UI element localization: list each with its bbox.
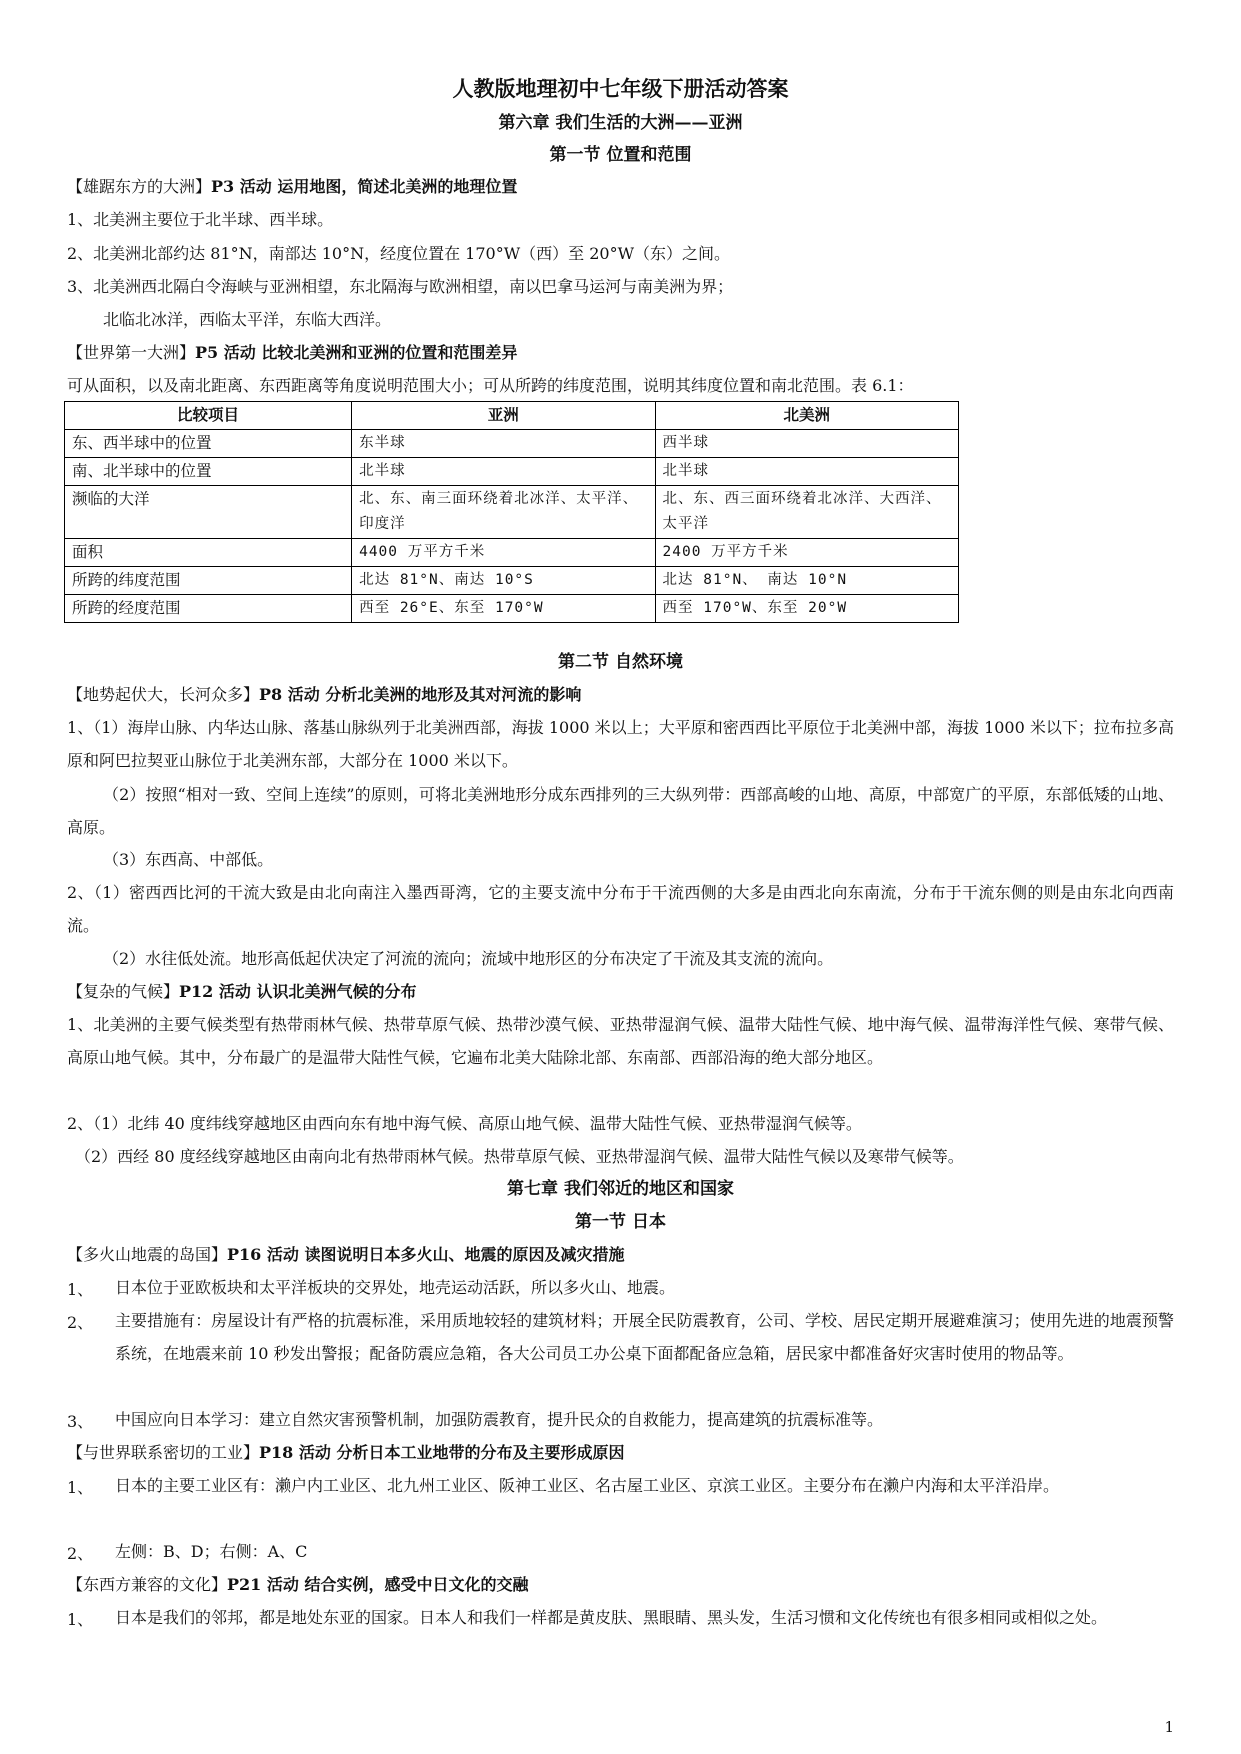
activity-bracket: 【地势起伏大，长河众多】 (67, 685, 260, 704)
table-row (65, 458, 959, 486)
item-number: 1、 (67, 1478, 94, 1497)
table-cell: 2400 万平方千米 (655, 539, 958, 567)
chapter-6-title: 第六章 我们生活的大洲——亚洲 (498, 113, 743, 133)
activity-title: P3 活动 运用地图，简述北美洲的地理位置 (211, 177, 518, 196)
column-header: 亚洲 (352, 402, 655, 430)
document-title: 人教版地理初中七年级下册活动答案 (452, 76, 789, 101)
activity-heading (67, 176, 517, 198)
activity-heading (67, 342, 517, 364)
activity-title: P5 活动 比较北美洲和亚洲的位置和范围差异 (195, 343, 518, 362)
answer-paragraph: 1、北美洲的主要气候类型有热带雨林气候、热带草原气候、热带沙漠气候、亚热带湿润气候、温带大陆性气候、地中海气候、温带海洋性气候、寒带气候、高原山地气候。其中，分布最广的是温带大陆性气候，它遍布北美大陆除北部、东南部、西部沿海的绝大部分地区。 (67, 1015, 1174, 1067)
activity-title: P12 活动 认识北美洲气候的分布 (179, 982, 417, 1001)
answer-item: 北临北冰洋，西临太平洋，东临大西洋。 (103, 310, 392, 329)
table-cell: 濒临的大洋 (65, 486, 352, 539)
activity-bracket: 【复杂的气候】 (67, 982, 180, 1001)
activity-heading (67, 1574, 528, 1596)
activity-title: P8 活动 分析北美洲的地形及其对河流的影响 (259, 685, 582, 704)
table-cell: 北达 81°N、南达 10°S (352, 567, 655, 595)
activity-heading (67, 1244, 624, 1266)
table-header-row (65, 402, 959, 430)
activity-title: P16 活动 读图说明日本多火山、地震的原因及减灾措施 (227, 1245, 625, 1264)
answer-paragraph: 日本的主要工业区有：濑户内工业区、北九州工业区、阪神工业区、名古屋工业区、京滨工业区。主要分布在濑户内海和太平洋沿岸。 (115, 1476, 1060, 1495)
section-6-2-title: 第二节 自然环境 (558, 652, 683, 672)
activity-bracket: 【与世界联系密切的工业】 (67, 1443, 260, 1462)
answer-paragraph: 左侧：B、D；右侧：A、C (115, 1542, 308, 1561)
answer-paragraph: 2、（1）密西西比河的干流大致是由北向南注入墨西哥湾，它的主要支流中分布于干流西侧的大多是由西北向东南流，分布于干流东侧的则是由东北向西南流。 (67, 883, 1174, 935)
answer-paragraph: （2）按照“相对一致、空间上连续”的原则，可将北美洲地形分成东西排列的三大纵列带：西部高峻的山地、高原，中部宽广的平原，东部低矮的山地、高原。 (67, 785, 1174, 837)
column-header: 北美洲 (655, 402, 958, 430)
activity-heading (67, 1442, 624, 1464)
answer-paragraph: （2）西经 80 度经线穿越地区由南向北有热带雨林气候。热带草原气候、亚热带湿润气候、温带大陆性气候以及寒带气候等。 (75, 1147, 964, 1166)
answer-paragraph: 日本位于亚欧板块和太平洋板块的交界处，地壳运动活跃，所以多火山、地震。 (115, 1278, 676, 1297)
table-intro: 可从面积，以及南北距离、东西距离等角度说明范围大小；可从所跨的纬度范围，说明其纬度位置和南北范围。表 6.1： (67, 376, 914, 395)
chapter-7-title: 第七章 我们邻近的地区和国家 (507, 1179, 734, 1199)
table-cell: 北、东、南三面环绕着北冰洋、太平洋、印度洋 (352, 486, 655, 539)
table-cell: 南、北半球中的位置 (65, 458, 352, 486)
table-cell: 东半球 (352, 430, 655, 458)
table-cell: 东、西半球中的位置 (65, 430, 352, 458)
activity-heading (67, 981, 416, 1003)
answer-paragraph: 主要措施有：房屋设计有严格的抗震标准，采用质地较轻的建筑材料；开展全民防震教育，公司、学校、居民定期开展避难演习；使用先进的地震预警系统，在地震来前 10 秒发出警报；配备防震应急箱，各大公司员工办公桌下面都配备应急箱，居民家中都准备好灾害时使用的物品等。 (115, 1311, 1174, 1363)
activity-bracket: 【雄踞东方的大洲】 (67, 177, 212, 196)
page-number: 1 (1164, 1718, 1174, 1736)
activity-bracket: 【世界第一大洲】 (67, 343, 196, 362)
table-cell: 北半球 (655, 458, 958, 486)
activity-title: P21 活动 结合实例，感受中日文化的交融 (227, 1575, 529, 1594)
section-6-1-title: 第一节 位置和范围 (549, 145, 692, 165)
table-cell: 西半球 (655, 430, 958, 458)
table-row (65, 567, 959, 595)
table-row (65, 595, 959, 623)
activity-title: P18 活动 分析日本工业地带的分布及主要形成原因 (259, 1443, 625, 1462)
table-cell: 西至 26°E、东至 170°W (352, 595, 655, 623)
answer-paragraph: 中国应向日本学习：建立自然灾害预警机制，加强防震教育，提升民众的自救能力，提高建筑的抗震标准等。 (115, 1410, 884, 1429)
table-cell: 4400 万平方千米 (352, 539, 655, 567)
item-number: 3、 (67, 1412, 94, 1431)
answer-item: 2、北美洲北部约达 81°N，南部达 10°N，经度位置在 170°W（西）至 20°W（东）之间。 (67, 244, 731, 263)
table-cell: 所跨的纬度范围 (65, 567, 352, 595)
comparison-table (64, 401, 959, 623)
item-number: 2、 (67, 1544, 94, 1563)
table-row (65, 486, 959, 539)
table-cell: 北达 81°N、 南达 10°N (655, 567, 958, 595)
answer-paragraph: （3）东西高、中部低。 (103, 850, 274, 869)
table-cell: 所跨的经度范围 (65, 595, 352, 623)
item-number: 1、 (67, 1610, 94, 1629)
answer-paragraph: 2、（1）北纬 40 度纬线穿越地区由西向东有地中海气候、高原山地气候、温带大陆性气候、亚热带湿润气候等。 (67, 1114, 862, 1133)
table-row (65, 430, 959, 458)
section-7-1-title: 第一节 日本 (575, 1212, 666, 1232)
answer-item: 1、北美洲主要位于北半球、西半球。 (67, 210, 334, 229)
table-row (65, 539, 959, 567)
activity-bracket: 【多火山地震的岛国】 (67, 1245, 228, 1264)
answer-item: 3、北美洲西北隔白令海峡与亚洲相望，东北隔海与欧洲相望，南以巴拿马运河与南美洲为界； (67, 277, 734, 296)
activity-bracket: 【东西方兼容的文化】 (67, 1575, 228, 1594)
answer-paragraph: 1、（1）海岸山脉、内华达山脉、落基山脉纵列于北美洲西部，海拔 1000 米以上；大平原和密西西比平原位于北美洲中部，海拔 1000 米以下；拉布拉多高原和阿巴拉契亚山脉位于北美洲东部，大部分在 1000 米以下。 (67, 718, 1174, 770)
item-number: 2、 (67, 1313, 94, 1332)
table-cell: 北半球 (352, 458, 655, 486)
answer-paragraph: （2）水往低处流。地形高低起伏决定了河流的流向；流域中地形区的分布决定了干流及其支流的流向。 (103, 949, 834, 968)
column-header: 比较项目 (65, 402, 352, 430)
item-number: 1、 (67, 1280, 94, 1299)
answer-paragraph: 日本是我们的邻邦，都是地处东亚的国家。日本人和我们一样都是黄皮肤、黑眼睛、黑头发，生活习惯和文化传统也有很多相同或相似之处。 (115, 1608, 1108, 1627)
table-cell: 面积 (65, 539, 352, 567)
table-cell: 西至 170°W、东至 20°W (655, 595, 958, 623)
activity-heading (67, 684, 581, 706)
table-cell: 北、东、西三面环绕着北冰洋、大西洋、太平洋 (655, 486, 958, 539)
